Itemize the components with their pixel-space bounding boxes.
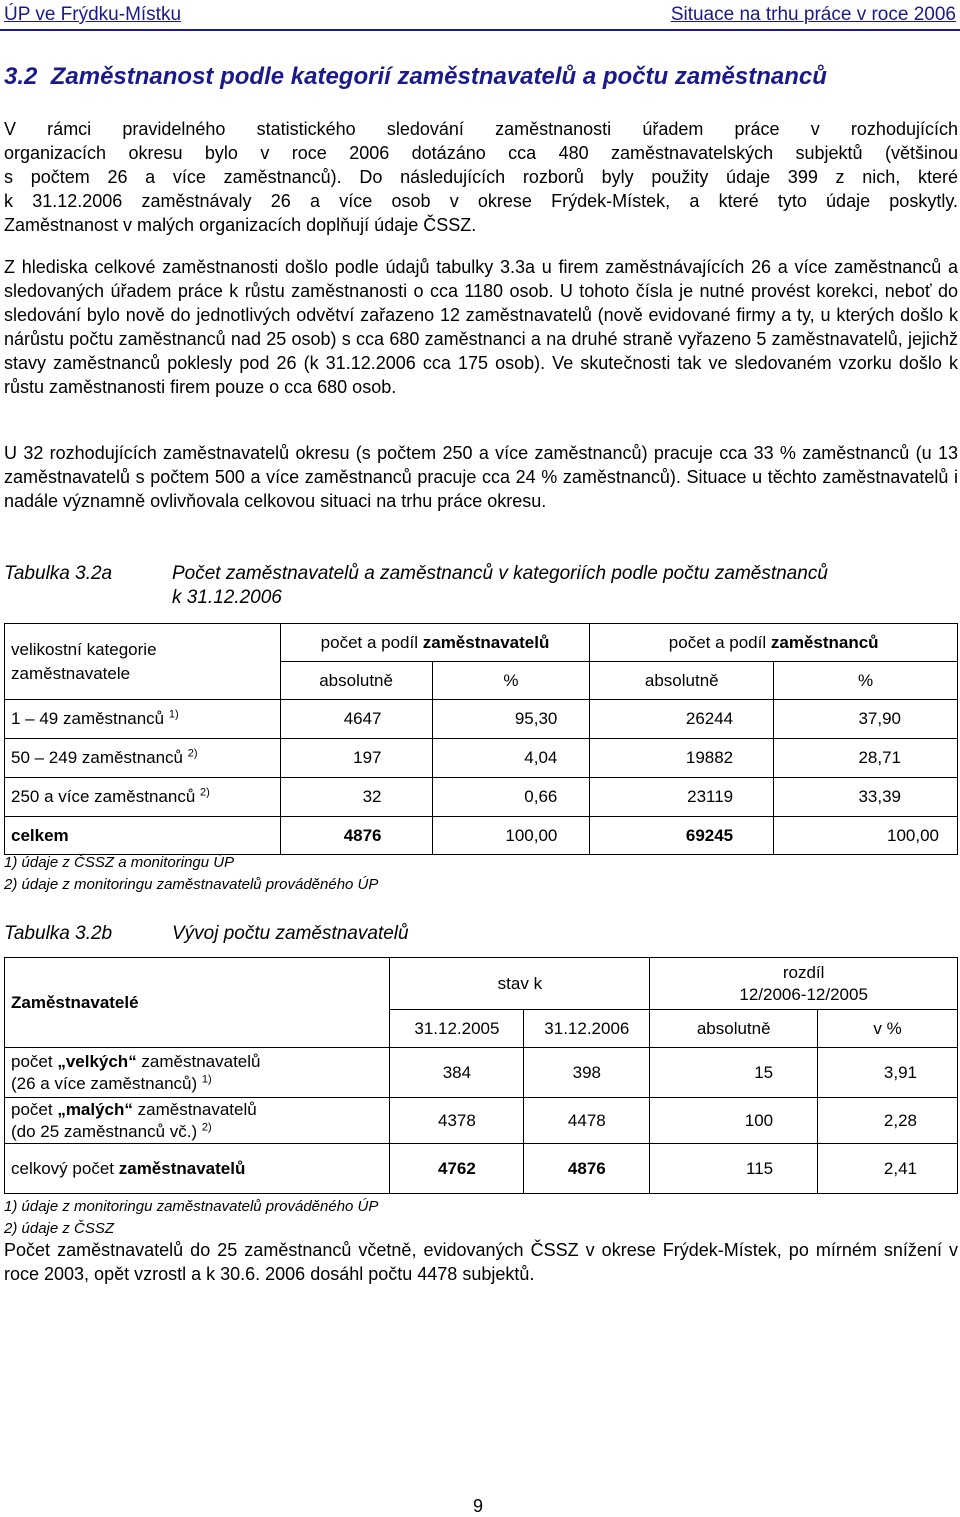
- page-number: 9: [473, 1496, 484, 1516]
- table-total-row: [5, 817, 958, 855]
- label-bold: zaměstnavatelů: [118, 1158, 246, 1178]
- label-part: celkový počet: [11, 1158, 119, 1178]
- table-cell: 4876: [280, 817, 432, 855]
- label-part: zaměstnavatelů: [132, 1099, 257, 1119]
- paragraph-3: U 32 rozhodujících zaměstnavatelů okresu (s počtem 250 a více zaměstnanců) pracuje cca 33 % zaměstnanců (u 13 zaměstnavatelů s počtem 500 a více zaměstnanců pracuje cca 24 % zaměstnanců). Situace u těchto zaměstnavatelů i nadále významně ovlivňovala celkovou situaci na trhu práce okresu.: [4, 443, 958, 511]
- table-cell: 115: [650, 1144, 818, 1194]
- table-b-sub-1: 31.12.2005: [390, 1010, 524, 1048]
- table-a-row-1-label: [5, 700, 281, 739]
- header-left: ÚP ve Frýdku-Místku: [4, 4, 182, 25]
- header-right: Situace na trhu práce v roce 2006: [670, 4, 956, 25]
- table-a-header-employers: [280, 624, 590, 662]
- table-b-header-stav: stav k: [390, 958, 650, 1010]
- table-cell: 100,00: [774, 817, 958, 855]
- table-cell: 32: [280, 778, 432, 817]
- table-cell: 95,30: [432, 700, 590, 739]
- table-b-total-label: [5, 1144, 390, 1194]
- footnote-2: 2) údaje z monitoringu zaměstnavatelů prováděného ÚP: [4, 876, 379, 893]
- table-cell: 23119: [590, 778, 774, 817]
- table-cell: 2,28: [818, 1098, 958, 1144]
- row-label: 1 – 49 zaměstnanců: [11, 709, 165, 728]
- table-cell: 4647: [280, 700, 432, 739]
- table-b-row-1-label: [5, 1048, 390, 1098]
- footnote-ref: 1): [201, 1072, 212, 1085]
- table-cell: 28,71: [774, 739, 958, 778]
- p1-line-4: k 31.12.2006 zaměstnávaly 26 a více osob v okrese Frýdek-Místek, a které tyto údaje poskytly.: [4, 191, 958, 211]
- table-b: [4, 957, 958, 1194]
- paragraph-4: Počet zaměstnavatelů do 25 zaměstnanců včetně, evidovaných ČSSZ v okrese Frýdek-Místek, po mírném snížení v roce 2003, opět vzrostl a k 30.6. 2006 dosáhl počtu 4478 subjektů.: [4, 1240, 958, 1284]
- table-cell: 26244: [590, 700, 774, 739]
- table-a-header-employees-prefix: počet a podíl: [668, 632, 771, 652]
- table-b-title: Vývoj počtu zaměstnavatelů: [172, 923, 409, 944]
- footnote-ref: 2): [201, 1120, 212, 1133]
- footnote-ref: 1): [168, 708, 179, 721]
- p1-line-1: V rámci pravidelného statistického sledování zaměstnanosti úřadem práce v rozhodujících: [4, 119, 958, 139]
- label-bold: „velkých“: [57, 1051, 137, 1071]
- label-part: zaměstnavatelů: [136, 1051, 261, 1071]
- footnote-2: 2) údaje z ČSSZ: [4, 1220, 115, 1237]
- table-cell: 100: [650, 1098, 818, 1144]
- table-cell: 197: [280, 739, 432, 778]
- p1-line-3: s počtem 26 a více zaměstnanců). Do následujících rozborů byly použity údaje 399 z nich, které: [4, 167, 958, 187]
- footnote-1: 1) údaje z monitoringu zaměstnavatelů prováděného ÚP: [4, 1198, 379, 1215]
- section-title-text: Zaměstnanost podle kategorií zaměstnavatelů a počtu zaměstnanců: [50, 63, 827, 90]
- rozdil-line-1: rozdíl: [782, 962, 825, 982]
- header-divider: [0, 29, 960, 31]
- table-cell: 4762: [390, 1144, 524, 1194]
- table-row: [5, 1048, 958, 1098]
- table-row: [5, 778, 958, 817]
- table-cell: 384: [390, 1048, 524, 1098]
- table-a-title-line-1: Počet zaměstnavatelů a zaměstnanců v kategoriích podle počtu zaměstnanců: [172, 563, 828, 584]
- table-cell: 19882: [590, 739, 774, 778]
- table-cell: 33,39: [774, 778, 958, 817]
- label-part: počet: [11, 1051, 58, 1071]
- table-cell: 4378: [390, 1098, 524, 1144]
- table-a-title: [172, 562, 828, 610]
- table-row: [5, 1098, 958, 1144]
- table-cell: 4876: [524, 1144, 650, 1194]
- table-a-sub-pct-1: %: [432, 662, 590, 700]
- label-line-2: (26 a více zaměstnanců): [11, 1073, 198, 1093]
- table-a-title-line-2: k 31.12.2006: [172, 587, 282, 608]
- row-label: 250 a více zaměstnanců: [11, 787, 196, 806]
- table-cell: 3,91: [818, 1048, 958, 1098]
- table-a-header-employees: [590, 624, 958, 662]
- p1-line-5: Zaměstnanost v malých organizacích doplňují údaje ČSSZ.: [4, 215, 477, 235]
- table-cell: 0,66: [432, 778, 590, 817]
- label-bold: „malých“: [57, 1099, 133, 1119]
- table-a-header-employers-bold: zaměstnavatelů: [422, 632, 550, 652]
- table-cell: 2,41: [818, 1144, 958, 1194]
- section-title: [4, 63, 827, 91]
- label-part: počet: [11, 1099, 58, 1119]
- table-b-header-rozdil: [650, 958, 958, 1010]
- table-b-sub-4: v %: [818, 1010, 958, 1048]
- table-cell: 69245: [590, 817, 774, 855]
- table-row: [5, 739, 958, 778]
- paragraph-1: [4, 117, 958, 237]
- table-a-header-employees-bold: zaměstnanců: [770, 632, 879, 652]
- table-b-row-2-label: [5, 1098, 390, 1144]
- table-a: [4, 623, 958, 855]
- paragraph-2: Z hlediska celkové zaměstnanosti došlo podle údajů tabulky 3.3a u firem zaměstnávajících 26 a více zaměstnanců a sledovaných úřadem práce k růstu zaměstnanosti o cca 1180 osob. U tohoto čísla je nutné provést korekci, neboť do sledování bylo nově do jednotlivých odvětví zařazeno 12 zaměstnavatelů (nově evidované firmy a ty, u kterých došlo k nárůstu počtu zaměstnanců nad 25 osob) s cca 680 zaměstnanci a na druhé straně vyřazeno 5 zaměstnavatelů, jejichž stavy zaměstnanců poklesly pod 26 (k 31.12.2006 cca 175 osob). Ve skutečnosti tak ve sledovaném vzorku došlo k růstu zaměstnanosti firem pouze o cca 680 osob.: [4, 257, 958, 397]
- table-b-sub-3: absolutně: [650, 1010, 818, 1048]
- total-label: celkem: [5, 817, 281, 855]
- table-cell: 398: [524, 1048, 650, 1098]
- table-a-header-category: velikostní kategorie zaměstnavatele: [5, 624, 281, 700]
- table-a-row-2-label: [5, 739, 281, 778]
- table-cell: 4478: [524, 1098, 650, 1144]
- table-b-footnotes: [4, 1196, 378, 1240]
- table-cell: 37,90: [774, 700, 958, 739]
- table-cell: 4,04: [432, 739, 590, 778]
- table-a-sub-abs-1: absolutně: [280, 662, 432, 700]
- table-a-sub-pct-2: %: [774, 662, 958, 700]
- table-a-label: Tabulka 3.2a: [4, 563, 113, 584]
- footnote-ref: 2): [187, 747, 198, 760]
- table-a-row-3-label: [5, 778, 281, 817]
- p1-line-2: organizacích okresu bylo v roce 2006 dotázáno cca 480 zaměstnavatelských subjektů (většinou: [4, 143, 958, 163]
- label-line-2: (do 25 zaměstnanců vč.): [11, 1121, 198, 1141]
- table-total-row: [5, 1144, 958, 1194]
- table-cell: 15: [650, 1048, 818, 1098]
- section-number: 3.2: [4, 63, 38, 90]
- rozdil-line-2: 12/2006-12/2005: [739, 984, 868, 1004]
- table-row: [5, 700, 958, 739]
- table-b-sub-2: 31.12.2006: [524, 1010, 650, 1048]
- footnote-1: 1) údaje z ČSSZ a monitoringu ÚP: [4, 854, 235, 871]
- table-a-footnotes: [4, 852, 378, 896]
- footnote-ref: 2): [200, 786, 210, 799]
- table-a-sub-abs-2: absolutně: [590, 662, 774, 700]
- row-label: 50 – 249 zaměstnanců: [11, 748, 184, 767]
- table-a-header-employers-prefix: počet a podíl: [320, 632, 423, 652]
- table-cell: 100,00: [432, 817, 590, 855]
- table-b-header-employers: Zaměstnavatelé: [5, 958, 390, 1048]
- table-b-label: Tabulka 3.2b: [4, 923, 113, 944]
